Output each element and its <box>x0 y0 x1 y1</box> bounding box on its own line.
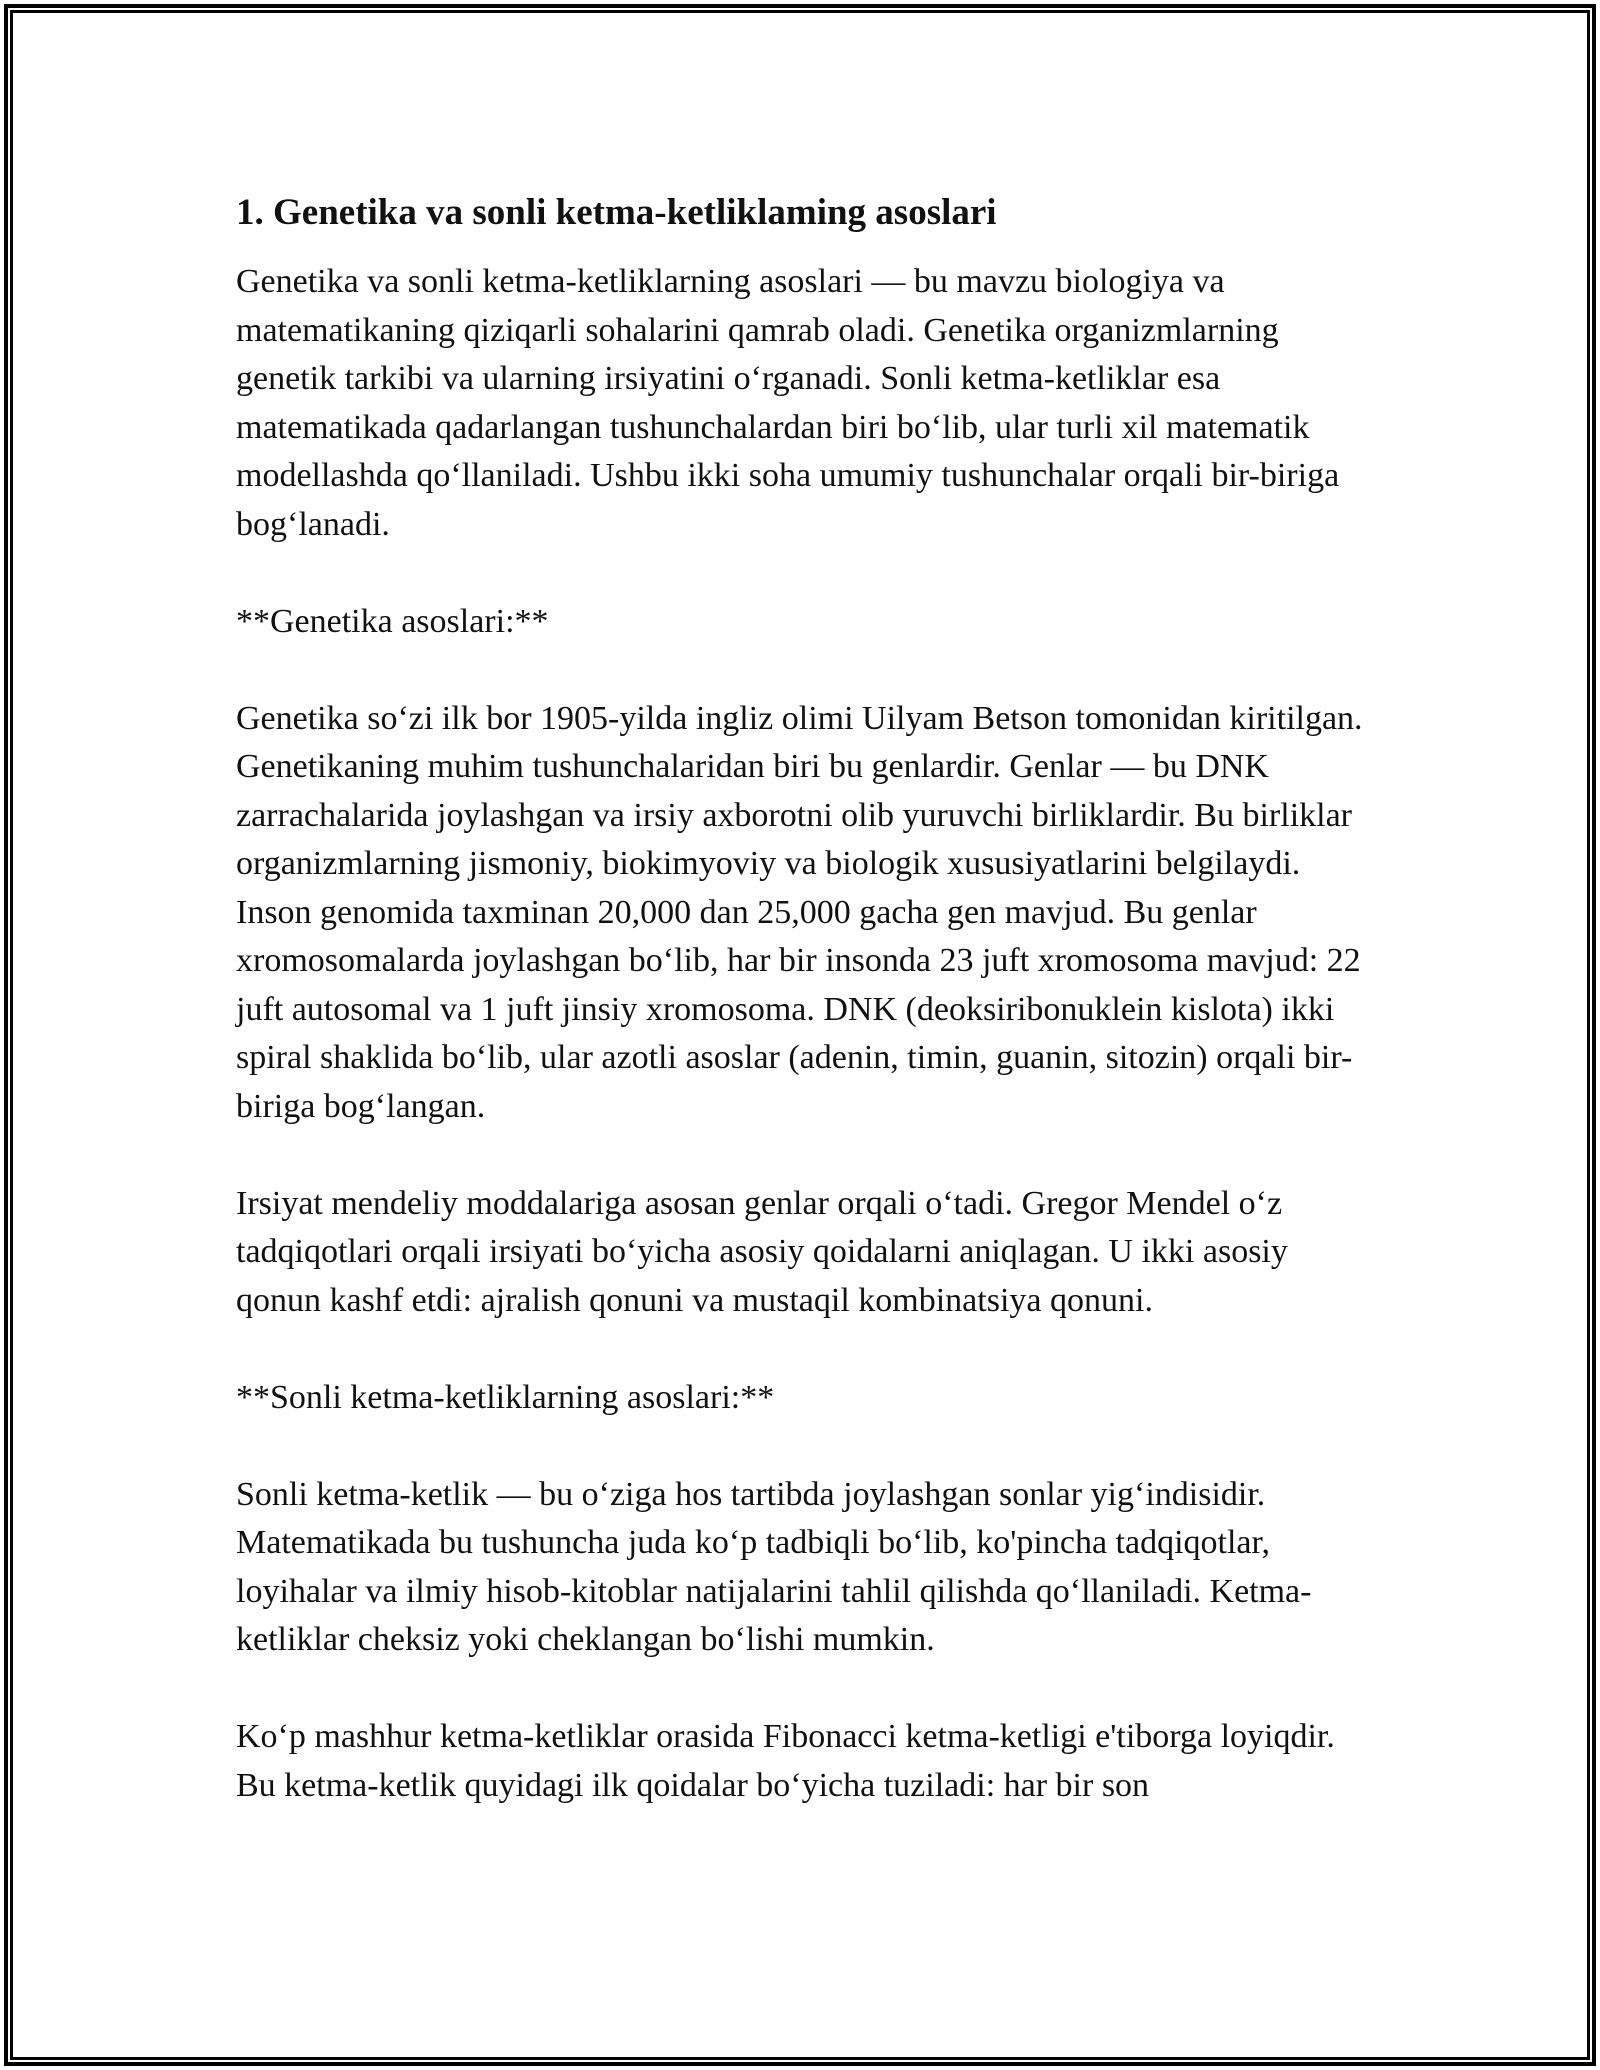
document-body <box>236 186 1376 1859</box>
section-heading: 1. Genetika va sonli ketma-ketliklaming asoslari <box>236 192 997 233</box>
genetics-subheading: **Genetika asoslari:** <box>236 602 549 640</box>
sequences-paragraph: Sonli ketma-ketlik — bu o‘ziga hos tartibda joylashgan sonlar yig‘indisidir. Matematikada bu tushuncha juda ko‘p tadbiqli bo‘lib, ko'pincha tadqiqotlar, loyihalar va ilmiy hisob-kitoblar natijalarini tahlil qilishda qo‘llaniladi. Ketma-ketliklar cheksiz yoki cheklangan bo‘lishi mumkin. <box>236 1475 1312 1658</box>
intro-paragraph: Genetika va sonli ketma-ketliklarning asoslari — bu mavzu biologiya va matematikaning qiziqarli sohalarini qamrab oladi. Genetika organizmlarning genetik tarkibi va ularning irsiyatini o‘rganadi. Sonli ketma-ketliklar esa matematikada qadarlangan tushunchalardan biri bo‘lib, ular turli xil matematik modellashda qo‘llaniladi. Ushbu ikki soha umumiy tushunchalar orqali bir-biriga bog‘lanadi. <box>236 263 1340 543</box>
genetics-paragraph: Genetika so‘zi ilk bor 1905-yilda ingliz olimi Uilyam Betson tomonidan kiritilgan. Genetikaning muhim tushunchalaridan biri bu genlardir. Genlar — bu DNK zarrachalarida joylashgan va irsiy axborotni olib yuruvchi birliklardir. Bu birliklar organizmlarning jismoniy, biokimyoviy va biologik xususiyatlarini belgilaydi. Inson genomida taxminan 20,000 dan 25,000 gacha gen mavjud. Bu genlar xromosomalarda joylashgan bo‘lib, har bir insonda 23 juft xromosoma mavjud: 22 juft autosomal va 1 juft jinsiy xromosoma. DNK (deoksiribonuklein kislota) ikki spiral shaklida bo‘lib, ular azotli asoslar (adenin, timin, guanin, sitozin) orqali bir-biriga bog‘langan. <box>236 699 1363 1125</box>
sequences-subheading: **Sonli ketma-ketliklarning asoslari:** <box>236 1378 775 1416</box>
fibonacci-paragraph: Ko‘p mashhur ketma-ketliklar orasida Fibonacci ketma-ketligi e'tiborga loyiqdir. Bu ketma-ketlik quyidagi ilk qoidalar bo‘yicha tuziladi: har bir son <box>236 1718 1335 1804</box>
heredity-paragraph: Irsiyat mendeliy moddalariga asosan genlar orqali o‘tadi. Gregor Mendel o‘z tadqiqotlari orqali irsiyati bo‘yicha asosiy qoidalarni aniqlagan. U ikki asosiy qonun kashf etdi: ajralish qonuni va mustaqil kombinatsiya qonuni. <box>236 1184 1288 1319</box>
